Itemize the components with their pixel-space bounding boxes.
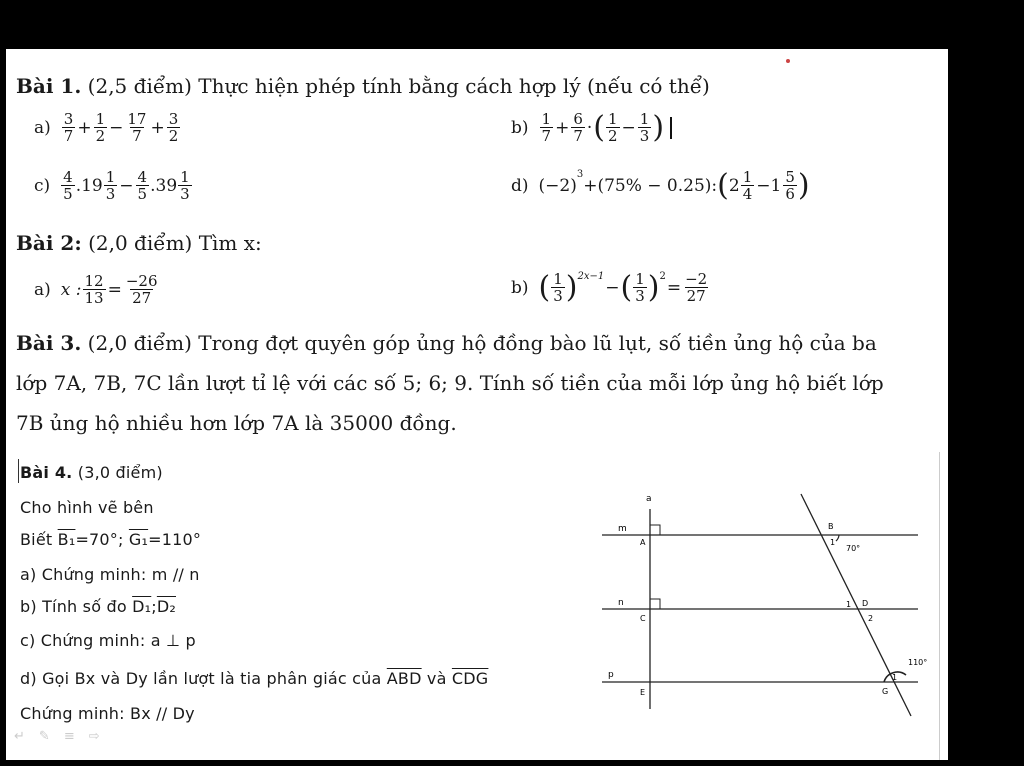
fraction: $\frac{4}{5}$	[63, 168, 73, 203]
exercise-2-heading	[16, 231, 262, 255]
label-1-g: 1	[892, 673, 898, 682]
label-2-d: 2	[868, 614, 874, 623]
exercise-1-heading	[16, 74, 710, 98]
angle-arc-b	[836, 535, 839, 541]
pen-icon[interactable]: ✎	[38, 729, 50, 744]
exercise-4d: d) Gọi Bx và Dy lần lượt là tia phân giác của $\overline{ABD}$ và $\overline{CDG}$	[20, 669, 489, 688]
exercise-2-title: Bài 2:	[16, 231, 82, 255]
label-70: 70°	[846, 544, 861, 553]
exercise-4-title: Bài 4.	[20, 463, 73, 482]
item-label: a)	[34, 117, 51, 138]
exercise-4d-prove: Chứng minh: Bx // Dy	[20, 704, 195, 723]
fraction: $\frac{3}{7}$	[63, 110, 74, 145]
exercise-4-heading	[20, 463, 163, 482]
item-label: d)	[511, 175, 529, 196]
fraction: $\frac{1}{3}$	[639, 110, 650, 145]
exercise-4-left-border	[18, 459, 19, 483]
fraction: $\frac{12}{13}$	[84, 272, 104, 307]
exercise-1c: c) $\frac{4}{5}$ .19 $\frac{1}{3}$ − $\frac{4}{5}$ .39 $\frac{1}{3}$	[34, 168, 190, 203]
fraction: $\frac{1}{3}$	[180, 168, 190, 203]
exercise-3-line-3: 7B ủng hộ nhiều hơn lớp 7A là 35000 đồng.	[16, 411, 457, 435]
fraction: $\frac{17}{7}$	[127, 110, 147, 145]
label-E: E	[640, 688, 646, 697]
angle-cdg: $\overline{CDG}$	[451, 669, 489, 688]
fraction: $\frac{6}{7}$	[573, 110, 583, 145]
angle-d2: D₂	[156, 597, 176, 616]
right-margin-line	[939, 452, 940, 760]
angle-abd: $\overline{ABD}$	[386, 669, 422, 688]
exercise-1b: b) $\frac{1}{7}$ + $\frac{6}{7}$ · ( $\frac{1}{2}$ − $\frac{1}{3}$ )	[511, 111, 672, 144]
fraction: $\frac{1}{2}$	[607, 110, 618, 145]
document-page	[6, 49, 948, 760]
label-m: m	[618, 524, 627, 534]
menu-icon[interactable]: ≡	[63, 729, 75, 744]
exercise-2b: b) ( $\frac{1}{3}$ ) $^{2x-1}$ − ( $\frac{1}{3}$ ) $^2$ = $\frac{-2}{27}$	[511, 269, 708, 305]
fraction: $\frac{1}{2}$	[95, 110, 106, 145]
exercise-4c: c) Chứng minh: a ⊥ p	[20, 631, 196, 650]
fraction: $\frac{-26}{27}$	[125, 272, 158, 307]
angle-d1: D₁	[132, 597, 152, 616]
item-label: a)	[34, 279, 51, 300]
right-angle-mark-a	[650, 525, 660, 535]
transversal	[801, 494, 911, 716]
label-1-b: 1	[830, 538, 836, 547]
label-n: n	[618, 598, 624, 608]
exercise-4-given: Cho hình vẽ bên	[20, 498, 154, 517]
exercise-1-title: Bài 1.	[16, 74, 82, 98]
exercise-3-text: (2,0 điểm) Trong đợt quyên góp ủng hộ đồng bào lũ lụt, số tiền ủng hộ của ba	[87, 331, 877, 355]
fraction: $\frac{1}{3}$	[553, 270, 563, 305]
exercise-1-description: (2,5 điểm) Thực hiện phép tính bằng cách hợp lý (nếu có thể)	[87, 74, 710, 98]
item-label: c)	[34, 175, 51, 196]
exercise-3-line-1	[16, 331, 877, 355]
exercise-4-description: (3,0 điểm)	[77, 463, 163, 482]
fraction: $\frac{5}{6}$	[785, 168, 795, 203]
fraction: $\frac{3}{2}$	[168, 110, 179, 145]
label-G: G	[882, 687, 889, 696]
fraction: $\frac{1}{3}$	[635, 270, 645, 305]
exercise-1a: a) $\frac{3}{7}$ + $\frac{1}{2}$ − $\frac{17}{7}$ + $\frac{3}{2}$	[34, 110, 179, 145]
text-cursor	[670, 117, 672, 139]
exercise-3-title: Bài 3.	[16, 331, 82, 355]
fraction: $\frac{4}{5}$	[137, 168, 148, 203]
fraction: $\frac{1}{3}$	[105, 168, 116, 203]
label-110: 110°	[908, 658, 928, 667]
fraction: $\frac{1}{4}$	[742, 168, 753, 203]
label-A: A	[640, 538, 646, 547]
label-p: p	[608, 670, 614, 680]
arrow-icon[interactable]: ⇨	[88, 729, 100, 744]
exercise-2a: a) x : $\frac{12}{13}$ = $\frac{-26}{27}$	[34, 272, 158, 307]
exercise-1d: d) (−2) $^3$ +(75% − 0.25): ( 2 $\frac{1}{4}$ −1 $\frac{5}{6}$ )	[511, 167, 810, 203]
footer-toolbar	[14, 729, 100, 744]
label-D: D	[862, 599, 869, 608]
geometry-figure	[596, 489, 946, 749]
exercise-2-description: (2,0 điểm) Tìm x:	[88, 231, 262, 255]
angle-g1: G₁	[128, 530, 149, 549]
mouse-pointer-dot	[786, 59, 790, 63]
item-label: b)	[511, 277, 529, 298]
right-angle-mark-c	[650, 599, 660, 609]
exercise-3-line-2: lớp 7A, 7B, 7C lần lượt tỉ lệ với các số 5; 6; 9. Tính số tiền của mỗi lớp ủng hộ biết lớp	[16, 371, 884, 395]
label-a: a	[646, 494, 652, 504]
enter-icon[interactable]: ↵	[14, 729, 25, 744]
exercise-4a: a) Chứng minh: m // n	[20, 565, 200, 584]
label-C: C	[640, 614, 646, 623]
label-B: B	[828, 522, 834, 531]
item-label: b)	[511, 117, 529, 138]
exercise-4-known-angles: Biết B₁=70°; G₁=110°	[20, 530, 202, 549]
exercise-4b: b) Tính số đo D₁;D₂	[20, 597, 176, 616]
fraction: $\frac{-2}{27}$	[685, 270, 708, 305]
fraction: $\frac{1}{7}$	[541, 110, 552, 145]
label-1-d: 1	[846, 600, 852, 609]
angle-b1: B₁	[57, 530, 76, 549]
